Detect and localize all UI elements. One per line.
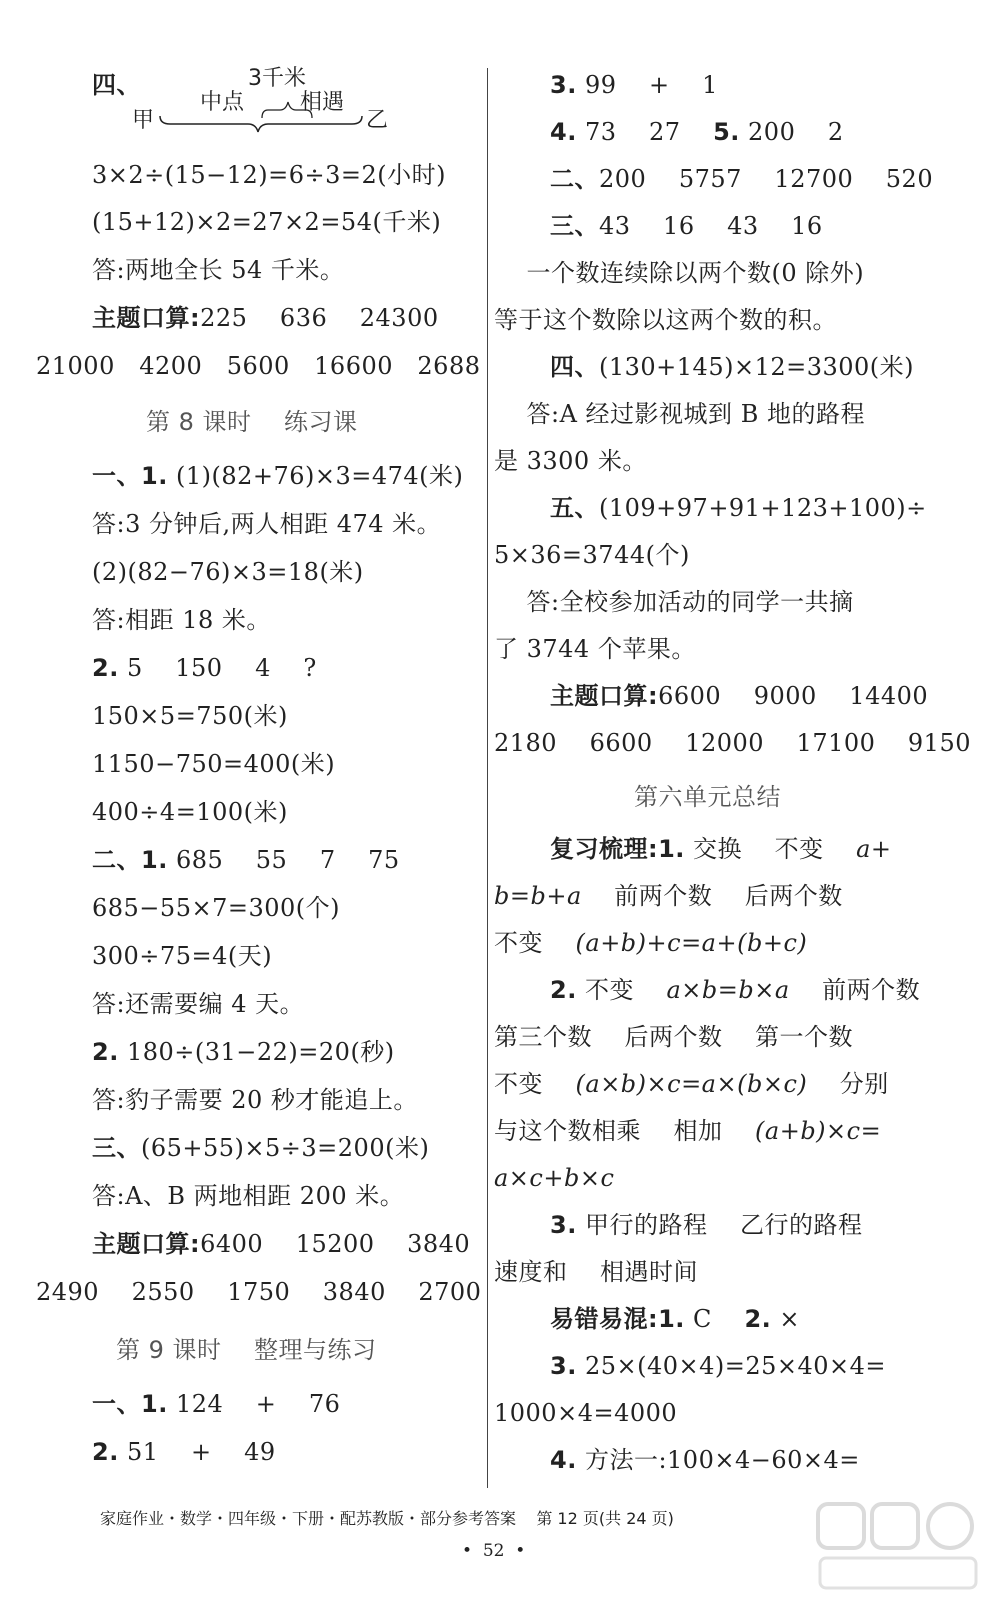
answer-line bbox=[92, 303, 439, 333]
answer-text: 51 + 49 bbox=[118, 1438, 276, 1466]
answer-line: 150×5=750(米) bbox=[92, 702, 288, 730]
footer-text: 家庭作业・数学・四年级・下册・配苏教版・部分参考答案 第 12 页(共 24 页) bbox=[100, 1509, 674, 1528]
question-number: 三、 bbox=[550, 212, 599, 240]
diagram-distance: 3千米 bbox=[248, 66, 306, 91]
formula: (a+b)×c= bbox=[755, 1117, 882, 1145]
oral-calc-label: 主题口算: bbox=[92, 1230, 201, 1258]
answer-line: 1000×4=4000 bbox=[494, 1399, 678, 1427]
formula: (a+b)+c=a+(b+c) bbox=[575, 929, 808, 957]
answer-line: 了 3744 个苹果。 bbox=[494, 635, 696, 663]
answer-text: 分别 bbox=[807, 1070, 889, 1098]
answer-line bbox=[92, 1133, 429, 1163]
answer-line bbox=[550, 352, 914, 382]
answer-line bbox=[92, 653, 317, 683]
answer-text: 不变 bbox=[494, 929, 576, 957]
answer-text: 43 16 43 16 bbox=[599, 212, 823, 240]
answer-text: (109+97+91+123+100)÷ bbox=[599, 494, 927, 522]
question-number: 3. bbox=[550, 71, 577, 99]
answer-line: 等于这个数除以这两个数的积。 bbox=[494, 306, 837, 334]
answer-line bbox=[550, 1351, 886, 1381]
answer-text: 与这个数相乘 相加 bbox=[494, 1117, 756, 1145]
question-number: 2. bbox=[550, 976, 577, 1004]
question-number: 4. bbox=[550, 1446, 577, 1474]
meeting-diagram bbox=[90, 62, 400, 142]
answer-text: 73 27 bbox=[576, 118, 714, 146]
answer-line bbox=[92, 1037, 395, 1067]
oral-calc-label: 主题口算: bbox=[550, 682, 659, 710]
formula: a×b=b×a bbox=[666, 976, 790, 1004]
question-number: 2. bbox=[92, 1438, 119, 1466]
answer-text: (1)(82+76)×3=474(米) bbox=[167, 462, 464, 490]
answer-line bbox=[550, 681, 928, 711]
answer-line: 一个数连续除以两个数(0 除外) bbox=[494, 259, 865, 287]
answer-line: 速度和 相遇时间 bbox=[494, 1258, 699, 1286]
question-number: 三、 bbox=[92, 1134, 141, 1162]
diagram-brace-lines bbox=[90, 62, 400, 142]
answer-line: (15+12)×2=27×2=54(千米) bbox=[92, 208, 442, 236]
answer-text: 99 + 1 bbox=[576, 71, 718, 99]
answer-line: 答:两地全长 54 千米。 bbox=[92, 256, 345, 284]
answer-text: 不变 bbox=[494, 1070, 576, 1098]
answer-line: 400÷4=100(米) bbox=[92, 798, 288, 826]
lesson-title: 第 8 课时 练习课 bbox=[146, 408, 358, 436]
answer-text: × bbox=[771, 1305, 801, 1333]
answer-line bbox=[550, 975, 920, 1005]
page-number: • 52 • bbox=[462, 1541, 526, 1561]
answer-line: 2490 2550 1750 3840 2700 bbox=[36, 1278, 482, 1306]
answer-text: 180÷(31−22)=20(秒) bbox=[118, 1038, 395, 1066]
answer-line bbox=[92, 845, 400, 875]
question-number: 2. bbox=[92, 654, 119, 682]
answer-text: 不变 bbox=[576, 976, 667, 1004]
formula: (a×b)×c=a×(b×c) bbox=[575, 1070, 808, 1098]
answer-line bbox=[92, 1229, 470, 1259]
answer-line bbox=[550, 117, 844, 147]
unit-summary-title: 第六单元总结 bbox=[634, 783, 781, 811]
answer-line: 答:A、B 两地相距 200 米。 bbox=[92, 1182, 405, 1210]
answer-line bbox=[494, 881, 843, 911]
formula: b=b+a bbox=[494, 882, 582, 910]
answer-line bbox=[92, 461, 463, 491]
oral-calc-label: 主题口算: bbox=[92, 304, 201, 332]
question-number: 五、 bbox=[550, 494, 599, 522]
answer-line: 答:3 分钟后,两人相距 474 米。 bbox=[92, 510, 442, 538]
question-number: 2. bbox=[92, 1038, 119, 1066]
answer-line bbox=[550, 211, 823, 241]
answer-line bbox=[494, 928, 807, 958]
answer-line: 685−55×7=300(个) bbox=[92, 894, 340, 922]
question-number: 二、1. bbox=[92, 846, 168, 874]
question-number: 二、 bbox=[550, 165, 599, 193]
diagram-midpoint: 中点 bbox=[200, 90, 245, 115]
formula: a×c+b×c bbox=[494, 1164, 615, 1192]
oral-calc-values: 6600 9000 14400 bbox=[658, 682, 929, 710]
answer-line bbox=[550, 164, 933, 194]
answer-line: 答:全校参加活动的同学一共摘 bbox=[494, 588, 854, 616]
answer-line bbox=[550, 1304, 800, 1334]
answer-text: 5 150 4 ? bbox=[118, 654, 317, 682]
answer-line bbox=[494, 1116, 881, 1146]
review-label: 复习梳理:1. bbox=[550, 835, 685, 863]
answer-line: 答:豹子需要 20 秒才能追上。 bbox=[92, 1086, 418, 1114]
answer-line: 第三个数 后两个数 第一个数 bbox=[494, 1023, 854, 1051]
question-number: 一、1. bbox=[92, 1390, 168, 1418]
answer-line bbox=[550, 70, 718, 100]
answer-text: C bbox=[684, 1305, 745, 1333]
answer-text: 124 + 76 bbox=[167, 1390, 341, 1418]
answer-line bbox=[494, 1069, 889, 1099]
answer-text: 方法一:100×4−60×4= bbox=[576, 1446, 860, 1474]
answer-text: 685 55 7 75 bbox=[167, 846, 400, 874]
answer-text: 25×(40×4)=25×40×4= bbox=[576, 1352, 887, 1380]
question-number: 3. bbox=[550, 1211, 577, 1239]
answer-line bbox=[550, 834, 892, 864]
diagram-start: 甲 bbox=[132, 108, 155, 133]
answer-line: 答:相距 18 米。 bbox=[92, 606, 271, 634]
diagram-meet: 相遇 bbox=[300, 90, 345, 115]
diagram-end: 乙 bbox=[366, 108, 389, 133]
answer-text: 200 5757 12700 520 bbox=[599, 165, 934, 193]
answer-line: 答:A 经过影视城到 B 地的路程 bbox=[494, 400, 865, 428]
answer-text: (65+55)×5÷3=200(米) bbox=[141, 1134, 430, 1162]
answer-text: 前两个数 bbox=[789, 976, 921, 1004]
answer-line: 300÷75=4(天) bbox=[92, 942, 273, 970]
answer-text: (130+145)×12=3300(米) bbox=[599, 353, 915, 381]
answer-line: 3×2÷(15−12)=6÷3=2(小时) bbox=[92, 161, 447, 189]
answer-text: 200 2 bbox=[739, 118, 844, 146]
answer-line: 答:还需要编 4 天。 bbox=[92, 990, 305, 1018]
answer-line bbox=[92, 1389, 340, 1419]
answer-line bbox=[550, 1445, 860, 1475]
answer-text: 前两个数 后两个数 bbox=[581, 882, 843, 910]
error-prone-label: 易错易混:1. bbox=[550, 1305, 685, 1333]
watermark-logo-icon bbox=[812, 1500, 982, 1595]
question-number: 2. bbox=[744, 1305, 772, 1333]
answer-line: (2)(82−76)×3=18(米) bbox=[92, 558, 364, 586]
answer-line: 21000 4200 5600 16600 2688 bbox=[36, 352, 481, 380]
answer-text: 甲行的路程 乙行的路程 bbox=[576, 1211, 863, 1239]
answer-line: 是 3300 米。 bbox=[494, 447, 647, 475]
answer-line: 1150−750=400(米) bbox=[92, 750, 336, 778]
answer-line: 5×36=3744(个) bbox=[494, 541, 690, 569]
answer-line: 2180 6600 12000 17100 9150 bbox=[494, 729, 971, 757]
answer-text: 交换 不变 bbox=[684, 835, 857, 863]
oral-calc-values: 6400 15200 3840 bbox=[200, 1230, 471, 1258]
question-number: 3. bbox=[550, 1352, 577, 1380]
question-number: 四、 bbox=[550, 353, 599, 381]
question-number: 一、1. bbox=[92, 462, 168, 490]
answer-line bbox=[550, 1210, 862, 1240]
oral-calc-values: 225 636 24300 bbox=[200, 304, 439, 332]
lesson-title: 第 9 课时 整理与练习 bbox=[116, 1336, 377, 1364]
answer-line bbox=[550, 493, 927, 523]
q4-label: 四、 bbox=[92, 71, 141, 99]
question-number: 5. bbox=[713, 118, 740, 146]
column-divider bbox=[487, 68, 488, 1488]
formula: a+ bbox=[856, 835, 892, 863]
question-number: 4. bbox=[550, 118, 577, 146]
answer-line bbox=[92, 1437, 276, 1467]
